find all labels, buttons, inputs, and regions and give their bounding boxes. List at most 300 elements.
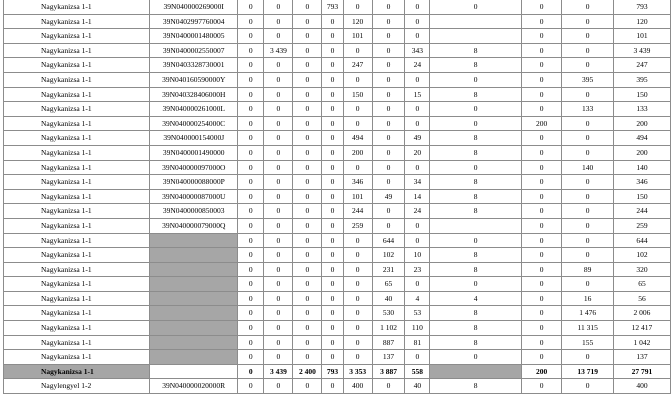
value-cell: 244 — [613, 204, 670, 219]
site-code-cell: 39N040000097000O — [150, 160, 238, 175]
value-cell: 0 — [562, 43, 613, 58]
value-cell: 0 — [293, 291, 322, 306]
value-cell: 0 — [562, 204, 613, 219]
value-cell: 0 — [521, 43, 562, 58]
value-cell: 0 — [238, 277, 264, 292]
site-name-cell: Nagykanizsa 1-1 — [4, 277, 150, 292]
value-cell: 140 — [562, 160, 613, 175]
value-cell: 10 — [405, 248, 430, 263]
value-cell: 150 — [343, 87, 372, 102]
value-cell: 0 — [322, 145, 343, 160]
site-code-cell: 39N0403328730001 — [150, 58, 238, 73]
site-name-cell: Nagykanizsa 1-1 — [4, 306, 150, 321]
site-code-cell — [150, 291, 238, 306]
value-cell: 0 — [405, 29, 430, 44]
value-cell: 0 — [238, 145, 264, 160]
value-cell: 0 — [343, 350, 372, 365]
value-cell: 0 — [238, 291, 264, 306]
site-code-cell: 39N0402997760004 — [150, 14, 238, 29]
value-cell: 89 — [562, 262, 613, 277]
value-cell: 0 — [293, 43, 322, 58]
site-name-cell: Nagykanizsa 1-1 — [4, 116, 150, 131]
value-cell: 0 — [372, 131, 405, 146]
value-cell: 65 — [372, 277, 405, 292]
value-cell: 200 — [521, 116, 562, 131]
value-cell: 0 — [322, 291, 343, 306]
value-cell: 0 — [238, 29, 264, 44]
value-cell: 120 — [343, 14, 372, 29]
value-cell: 0 — [264, 116, 293, 131]
value-cell: 244 — [343, 204, 372, 219]
value-cell: 0 — [372, 58, 405, 73]
site-code-cell: 39N0400001490000 — [150, 145, 238, 160]
value-cell: 4 — [430, 291, 522, 306]
value-cell: 400 — [613, 379, 670, 394]
value-cell: 0 — [293, 29, 322, 44]
site-code-cell: 39N0400001480005 — [150, 29, 238, 44]
value-cell: 81 — [405, 335, 430, 350]
value-cell: 0 — [521, 233, 562, 248]
value-cell: 0 — [322, 131, 343, 146]
site-code-cell — [150, 350, 238, 365]
value-cell — [430, 14, 522, 29]
value-cell: 0 — [521, 335, 562, 350]
value-cell: 8 — [430, 131, 522, 146]
value-cell: 0 — [372, 102, 405, 117]
site-code-cell: 39N040160590000Y — [150, 72, 238, 87]
site-name-cell: Nagykanizsa 1-1 — [4, 87, 150, 102]
value-cell: 0 — [293, 277, 322, 292]
value-cell: 8 — [430, 145, 522, 160]
value-cell: 0 — [264, 14, 293, 29]
value-cell: 0 — [343, 321, 372, 336]
value-cell: 0 — [372, 116, 405, 131]
value-cell: 0 — [293, 218, 322, 233]
value-cell: 0 — [264, 218, 293, 233]
value-cell: 0 — [322, 102, 343, 117]
value-cell: 0 — [521, 14, 562, 29]
value-cell: 0 — [238, 306, 264, 321]
value-cell: 200 — [613, 145, 670, 160]
site-name-cell: Nagykanizsa 1-1 — [4, 175, 150, 190]
value-cell: 0 — [430, 233, 522, 248]
value-cell: 0 — [430, 160, 522, 175]
value-cell: 11 315 — [562, 321, 613, 336]
value-cell: 0 — [293, 0, 322, 14]
value-cell: 0 — [430, 72, 522, 87]
value-cell: 4 — [405, 291, 430, 306]
value-cell: 0 — [372, 29, 405, 44]
table-row — [4, 116, 671, 131]
value-cell: 530 — [372, 306, 405, 321]
value-cell: 0 — [238, 189, 264, 204]
table-row — [4, 306, 671, 321]
value-cell: 8 — [430, 262, 522, 277]
value-cell: 247 — [613, 58, 670, 73]
site-code-cell: 39N040000088000P — [150, 175, 238, 190]
value-cell: 8 — [430, 248, 522, 263]
value-cell: 0 — [343, 335, 372, 350]
table-row — [4, 233, 671, 248]
value-cell: 494 — [343, 131, 372, 146]
value-cell: 0 — [430, 102, 522, 117]
site-name-cell: Nagylengyel 1-2 — [4, 379, 150, 394]
value-cell: 0 — [322, 262, 343, 277]
value-cell: 0 — [238, 14, 264, 29]
value-cell: 320 — [613, 262, 670, 277]
site-name-cell: Nagykanizsa 1-1 — [4, 145, 150, 160]
value-cell: 0 — [521, 160, 562, 175]
value-cell: 0 — [293, 248, 322, 263]
value-cell: 0 — [322, 72, 343, 87]
table-row — [4, 145, 671, 160]
value-cell: 0 — [322, 335, 343, 350]
value-cell: 0 — [372, 14, 405, 29]
site-name-cell: Nagykanizsa 1-1 — [4, 0, 150, 14]
value-cell: 34 — [405, 175, 430, 190]
value-cell: 0 — [372, 218, 405, 233]
site-name-cell: Nagykanizsa 1-1 — [4, 102, 150, 117]
site-code-cell — [150, 335, 238, 350]
value-cell: 200 — [521, 364, 562, 379]
value-cell: 0 — [264, 58, 293, 73]
value-cell: 0 — [264, 321, 293, 336]
site-name-cell: Nagykanizsa 1-1 — [4, 14, 150, 29]
site-code-cell — [150, 306, 238, 321]
value-cell: 887 — [372, 335, 405, 350]
value-cell: 0 — [405, 233, 430, 248]
value-cell: 101 — [343, 189, 372, 204]
value-cell: 8 — [430, 43, 522, 58]
site-name-cell: Nagykanizsa 1-1 — [4, 218, 150, 233]
value-cell: 27 791 — [613, 364, 670, 379]
site-name-cell: Nagykanizsa 1-1 — [4, 29, 150, 44]
value-cell: 0 — [322, 379, 343, 394]
value-cell: 110 — [405, 321, 430, 336]
value-cell: 0 — [372, 87, 405, 102]
site-code-cell: 39N040000154000J — [150, 131, 238, 146]
value-cell: 0 — [405, 218, 430, 233]
value-cell: 140 — [613, 160, 670, 175]
value-cell: 0 — [562, 0, 613, 14]
value-cell: 150 — [613, 189, 670, 204]
value-cell: 0 — [521, 204, 562, 219]
value-cell: 0 — [293, 321, 322, 336]
value-cell: 1 102 — [372, 321, 405, 336]
site-name-cell: Nagykanizsa 1-1 — [4, 248, 150, 263]
table-row — [4, 189, 671, 204]
table-row — [4, 0, 671, 14]
value-cell: 150 — [613, 87, 670, 102]
value-cell: 0 — [264, 145, 293, 160]
value-cell: 8 — [430, 306, 522, 321]
value-cell: 0 — [293, 160, 322, 175]
value-cell: 644 — [613, 233, 670, 248]
value-cell: 0 — [521, 277, 562, 292]
value-cell: 343 — [405, 43, 430, 58]
value-cell: 0 — [521, 72, 562, 87]
value-cell: 0 — [562, 145, 613, 160]
table-row — [4, 29, 671, 44]
value-cell: 346 — [343, 175, 372, 190]
table-row — [4, 218, 671, 233]
site-name-cell: Nagykanizsa 1-1 — [4, 350, 150, 365]
value-cell: 0 — [264, 72, 293, 87]
value-cell: 0 — [322, 116, 343, 131]
value-cell: 0 — [343, 43, 372, 58]
value-cell: 0 — [238, 233, 264, 248]
value-cell: 0 — [264, 291, 293, 306]
value-cell: 0 — [238, 218, 264, 233]
value-cell: 0 — [293, 306, 322, 321]
site-code-cell — [150, 277, 238, 292]
value-cell: 8 — [430, 379, 522, 394]
site-name-cell: Nagykanizsa 1-1 — [4, 335, 150, 350]
value-cell: 0 — [372, 204, 405, 219]
value-cell: 0 — [264, 233, 293, 248]
value-cell: 0 — [238, 58, 264, 73]
value-cell: 0 — [562, 29, 613, 44]
value-cell: 0 — [322, 29, 343, 44]
site-code-cell — [150, 262, 238, 277]
value-cell: 644 — [372, 233, 405, 248]
value-cell: 53 — [405, 306, 430, 321]
value-cell: 0 — [343, 0, 372, 14]
value-cell: 0 — [293, 233, 322, 248]
value-cell: 0 — [238, 131, 264, 146]
value-cell: 0 — [322, 58, 343, 73]
value-cell: 8 — [430, 87, 522, 102]
value-cell: 40 — [405, 379, 430, 394]
value-cell: 49 — [405, 131, 430, 146]
value-cell: 0 — [238, 116, 264, 131]
value-cell: 259 — [343, 218, 372, 233]
value-cell: 0 — [562, 233, 613, 248]
site-code-cell — [150, 248, 238, 263]
value-cell: 3 439 — [264, 364, 293, 379]
value-cell: 101 — [343, 29, 372, 44]
table-row — [4, 277, 671, 292]
value-cell: 0 — [264, 248, 293, 263]
value-cell: 23 — [405, 262, 430, 277]
value-cell: 395 — [562, 72, 613, 87]
value-cell: 133 — [613, 102, 670, 117]
value-cell: 0 — [238, 321, 264, 336]
table-row — [4, 379, 671, 394]
value-cell: 0 — [293, 145, 322, 160]
value-cell: 0 — [264, 175, 293, 190]
value-cell: 14 — [405, 189, 430, 204]
value-cell: 3 353 — [343, 364, 372, 379]
value-cell: 0 — [322, 14, 343, 29]
value-cell: 0 — [238, 160, 264, 175]
value-cell: 0 — [264, 306, 293, 321]
site-code-cell: 39N0400002550007 — [150, 43, 238, 58]
table-row — [4, 204, 671, 219]
value-cell: 8 — [430, 335, 522, 350]
value-cell: 0 — [322, 248, 343, 263]
value-cell: 137 — [372, 350, 405, 365]
value-cell: 101 — [613, 29, 670, 44]
value-cell: 0 — [405, 350, 430, 365]
value-cell: 0 — [372, 160, 405, 175]
value-cell: 16 — [562, 291, 613, 306]
value-cell: 0 — [430, 350, 522, 365]
value-cell: 0 — [521, 102, 562, 117]
site-name-cell: Nagykanizsa 1-1 — [4, 160, 150, 175]
value-cell: 8 — [430, 175, 522, 190]
value-cell: 0 — [343, 160, 372, 175]
table-row — [4, 102, 671, 117]
table-row — [4, 58, 671, 73]
value-cell: 259 — [613, 218, 670, 233]
value-cell: 0 — [264, 350, 293, 365]
value-cell: 0 — [405, 14, 430, 29]
value-cell: 0 — [238, 379, 264, 394]
value-cell: 0 — [293, 58, 322, 73]
value-cell: 0 — [521, 379, 562, 394]
value-cell: 0 — [293, 204, 322, 219]
total-row — [4, 364, 671, 379]
value-cell: 8 — [430, 189, 522, 204]
value-cell: 0 — [562, 189, 613, 204]
value-cell: 558 — [405, 364, 430, 379]
value-cell: 0 — [562, 58, 613, 73]
value-cell: 247 — [343, 58, 372, 73]
value-cell: 0 — [562, 175, 613, 190]
value-cell: 0 — [238, 43, 264, 58]
value-cell: 0 — [521, 189, 562, 204]
value-cell: 400 — [343, 379, 372, 394]
value-cell: 0 — [293, 379, 322, 394]
value-cell: 200 — [343, 145, 372, 160]
table-row — [4, 350, 671, 365]
value-cell: 120 — [613, 14, 670, 29]
value-cell: 0 — [264, 0, 293, 14]
value-cell: 12 417 — [613, 321, 670, 336]
value-cell: 0 — [322, 43, 343, 58]
value-cell: 102 — [372, 248, 405, 263]
table-row — [4, 14, 671, 29]
value-cell: 793 — [613, 0, 670, 14]
value-cell: 0 — [293, 131, 322, 146]
table-row — [4, 248, 671, 263]
value-cell: 0 — [322, 87, 343, 102]
value-cell: 3 439 — [264, 43, 293, 58]
value-cell: 0 — [322, 160, 343, 175]
value-cell: 0 — [293, 116, 322, 131]
value-cell — [430, 218, 522, 233]
value-cell: 0 — [238, 262, 264, 277]
value-cell: 0 — [521, 321, 562, 336]
value-cell: 793 — [322, 0, 343, 14]
value-cell: 3 887 — [372, 364, 405, 379]
value-cell: 0 — [372, 379, 405, 394]
value-cell: 24 — [405, 204, 430, 219]
value-cell: 3 439 — [613, 43, 670, 58]
value-cell: 0 — [430, 116, 522, 131]
site-code-cell — [150, 321, 238, 336]
value-cell: 8 — [430, 58, 522, 73]
value-cell: 0 — [405, 72, 430, 87]
value-cell: 56 — [613, 291, 670, 306]
table-row — [4, 160, 671, 175]
value-cell: 0 — [521, 350, 562, 365]
value-cell: 0 — [372, 0, 405, 14]
value-cell — [430, 29, 522, 44]
value-cell: 0 — [264, 204, 293, 219]
value-cell: 0 — [521, 306, 562, 321]
value-cell: 0 — [238, 72, 264, 87]
value-cell: 0 — [322, 189, 343, 204]
value-cell: 40 — [372, 291, 405, 306]
site-name-cell: Nagykanizsa 1-1 — [4, 364, 150, 379]
value-cell: 0 — [372, 72, 405, 87]
value-cell: 0 — [405, 0, 430, 14]
site-name-cell: Nagykanizsa 1-1 — [4, 291, 150, 306]
value-cell: 0 — [238, 335, 264, 350]
value-cell: 0 — [521, 131, 562, 146]
value-cell: 0 — [343, 248, 372, 263]
value-cell: 0 — [238, 87, 264, 102]
value-cell: 0 — [264, 160, 293, 175]
value-cell: 0 — [521, 218, 562, 233]
site-code-cell: 39N040000254000C — [150, 116, 238, 131]
value-cell: 793 — [322, 364, 343, 379]
value-cell: 0 — [562, 379, 613, 394]
table-body — [4, 0, 671, 394]
value-cell: 0 — [343, 291, 372, 306]
value-cell: 0 — [521, 29, 562, 44]
value-cell: 0 — [343, 233, 372, 248]
value-cell: 0 — [322, 233, 343, 248]
value-cell: 0 — [343, 72, 372, 87]
value-cell: 0 — [521, 145, 562, 160]
site-code-cell: 39N040000261000L — [150, 102, 238, 117]
value-cell: 0 — [521, 87, 562, 102]
value-cell: 0 — [322, 321, 343, 336]
value-cell: 20 — [405, 145, 430, 160]
value-cell: 0 — [405, 160, 430, 175]
value-cell: 0 — [430, 0, 522, 14]
value-cell — [430, 364, 522, 379]
site-code-cell: 39N040000079000Q — [150, 218, 238, 233]
value-cell: 0 — [322, 175, 343, 190]
value-cell: 395 — [613, 72, 670, 87]
value-cell: 0 — [562, 116, 613, 131]
value-cell: 15 — [405, 87, 430, 102]
value-cell: 0 — [264, 87, 293, 102]
value-cell: 0 — [372, 43, 405, 58]
value-cell: 0 — [238, 248, 264, 263]
value-cell: 13 719 — [562, 364, 613, 379]
value-cell: 0 — [405, 116, 430, 131]
value-cell: 0 — [238, 350, 264, 365]
value-cell: 0 — [293, 14, 322, 29]
value-cell: 0 — [562, 277, 613, 292]
value-cell: 0 — [264, 131, 293, 146]
site-name-cell: Nagykanizsa 1-1 — [4, 58, 150, 73]
site-name-cell: Nagykanizsa 1-1 — [4, 321, 150, 336]
value-cell: 0 — [238, 102, 264, 117]
value-cell: 0 — [293, 262, 322, 277]
table-row — [4, 87, 671, 102]
value-cell: 0 — [521, 0, 562, 14]
table-row — [4, 291, 671, 306]
value-cell: 494 — [613, 131, 670, 146]
value-cell: 1 476 — [562, 306, 613, 321]
value-cell: 0 — [562, 218, 613, 233]
